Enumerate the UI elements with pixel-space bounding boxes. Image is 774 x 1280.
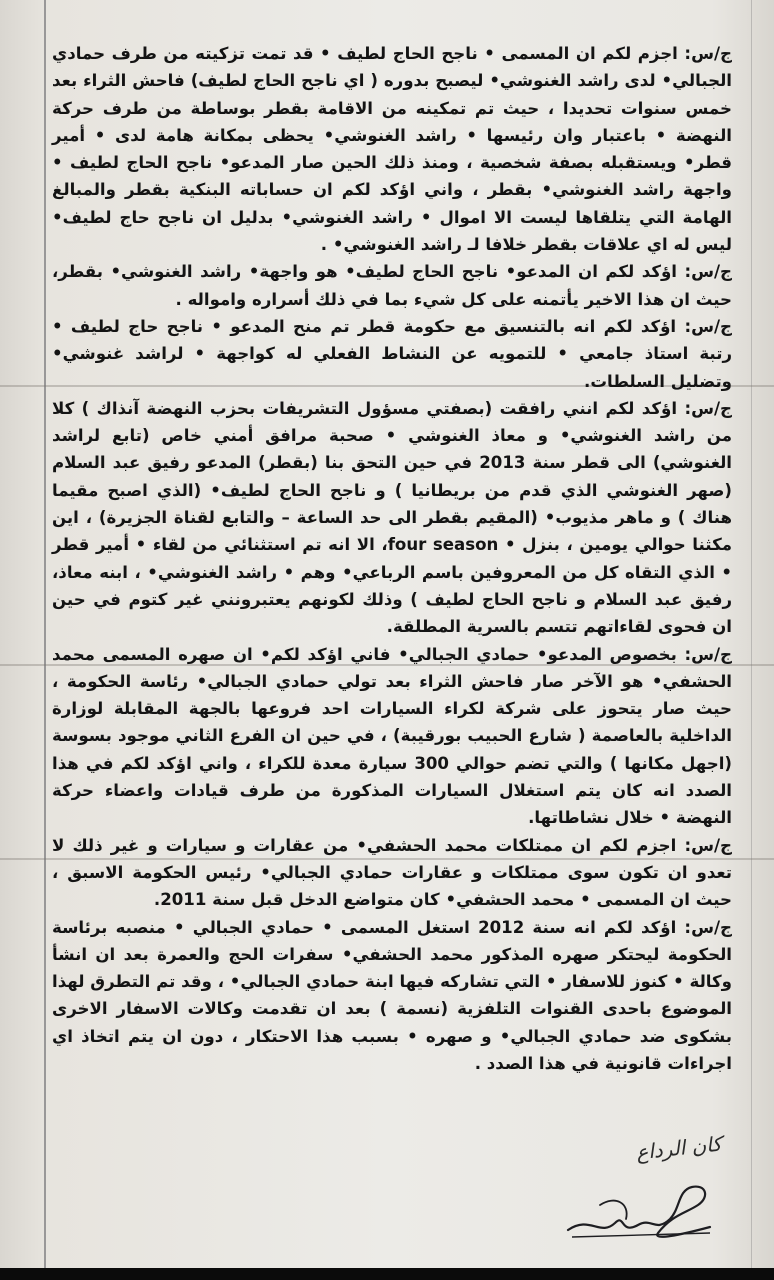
right-edge-line	[751, 0, 752, 1268]
statement-text	[52, 40, 732, 1077]
signature-icon	[560, 1175, 720, 1245]
bottom-black-strip	[0, 1268, 774, 1280]
statement-paragraph: ج/س: اجزم لكم ان المسمى • ناجح الحاج لطيف • قد تمت تزكيته من طرف حمادي الجبالي• لدى راشد الغنوشي• ليصبح بدوره ( اي ناجح الحاج لطيف) فاحش الثراء بعد خمس سنوات تحديدا ، حيث تم تمكينه من الاقامة بقطر بوساطة من طرف حركة النهضة • باعتبار وان رئيسها • راشد الغنوشي• يحظى بمكانة هامة لدى • أمير قطر• ويستقبله بصفة شخصية ، ومنذ ذلك الحين صار المدعو• ناجح الحاج لطيف • واجهة راشد الغنوشي• بقطر ، واني اؤكد لكم ان حساباته البنكية بقطر والمبالغ الهامة التي يتلقاها ليست الا اموال • راشد الغنوشي• بدليل ان ناجح حاج لطيف• ليس له اي علاقات بقطر خلافا لـ راشد الغنوشي• .	[52, 44, 732, 255]
statement-paragraph: ج/س: بخصوص المدعو• حمادي الجبالي• فاني اؤكد لكم• ان صهره المسمى محمد الحشفي• هو الآخر صار فاحش الثراء بعد تولي حمادي الجبالي• رئاسة الحكومة ، حيث صار يتحوز على شركة لكراء السيارات احد فروعها بالجهة المقابلة لوزارة الداخلية بالعاصمة ( شارع الحبيب بورقيبة) ، في حين ان الفرع الثاني موجود بسوسة (اجهل مكانها ) والتي تضم حوالي 300 سيارة معدة للكراء ، واني اؤكد لكم في هذا الصدد انه كان يتم استغلال السيارات المذكورة من طرف قيادات واعضاء حركة النهضة • خلال نشاطاتها.	[52, 644, 732, 828]
statement-paragraph: ج/س: اؤكد لكم ان المدعو• ناجح الحاج لطيف• هو واجهة• راشد الغنوشي• بقطر، حيث ان هذا الاخير يأتمنه على كل شيء بما في ذلك أسراره وامواله .	[52, 262, 732, 309]
statement-paragraph: ج/س: اؤكد لكم انه بالتنسيق مع حكومة قطر تم منح المدعو • ناجح حاج لطيف • رتبة استاذ جامعي • للتمويه عن النشاط الفعلي له كواجهة • لراشد غنوشي• وتضليل السلطات.	[52, 316, 732, 391]
handwritten-closing: كان الرداع	[635, 1131, 724, 1165]
statement-paragraph: ج/س: اؤكد لكم انه سنة 2012 استغل المسمى • حمادي الجبالي • منصبه برئاسة الحكومة ليحتكر صهره المذكور محمد الحشفي• سفرات الحج والعمرة بعد ان انشأ وكالة • كنوز للاسفار • التي تشاركه فيها ابنة حمادي الجبالي• ، وقد تم التطرق لهذا الموضوع باحدى القنوات التلفزية (نسمة ) بعد ان تقدمت وكالات الاسفار الاخرى بشكوى ضد حمادي الجبالي• و صهره • بسبب هذا الاحتكار ، دون ان يتم اتخاذ اي اجراءات قانونية في هذا الصدد .	[52, 917, 732, 1073]
statement-paragraph: ج/س: اؤكد لكم انني رافقت (بصفتي مسؤول التشريفات بحزب النهضة آنذاك ) كلا من راشد الغنوشي• و معاذ الغنوشي • صحبة مرافق أمني خاص (تابع لراشد الغنوشي) الى قطر سنة 2013 في حين التحق بنا (بقطر) المدعو رفيق عبد السلام (صهر الغنوشي الذي قدم من بريطانيا ) و ناجح الحاج لطيف• (الذي اصبح مقيما هناك ) و ماهر مذيوب• (المقيم بقطر الى حد الساعة – والتابع لقناة الجزيرة) ، اين مكثنا حوالي يومين ، بنزل • four season، الا انه تم استثنائي من لقاء • أمير قطر • الذي التقاه كل من المعروفين باسم الرباعي• وهم • راشد الغنوشي• ، ابنه معاذ، رفيق عبد السلام و ناجح الحاج لطيف ) وذلك لكونهم يعتبرونني غير كتوم في حين ان فحوى لقاءاتهم تتسم بالسرية المطلقة.	[52, 398, 732, 637]
margin-line	[44, 0, 46, 1268]
statement-paragraph: ج/س: اجزم لكم ان ممتلكات محمد الحشفي• من عقارات و سيارات و غير ذلك لا تعدو ان تكون سوى ممتلكات و عقارات حمادي الجبالي• رئيس الحكومة الاسبق ، حيث ان المسمى • محمد الحشفي• كان متواضع الدخل قبل سنة 2011.	[52, 835, 732, 910]
